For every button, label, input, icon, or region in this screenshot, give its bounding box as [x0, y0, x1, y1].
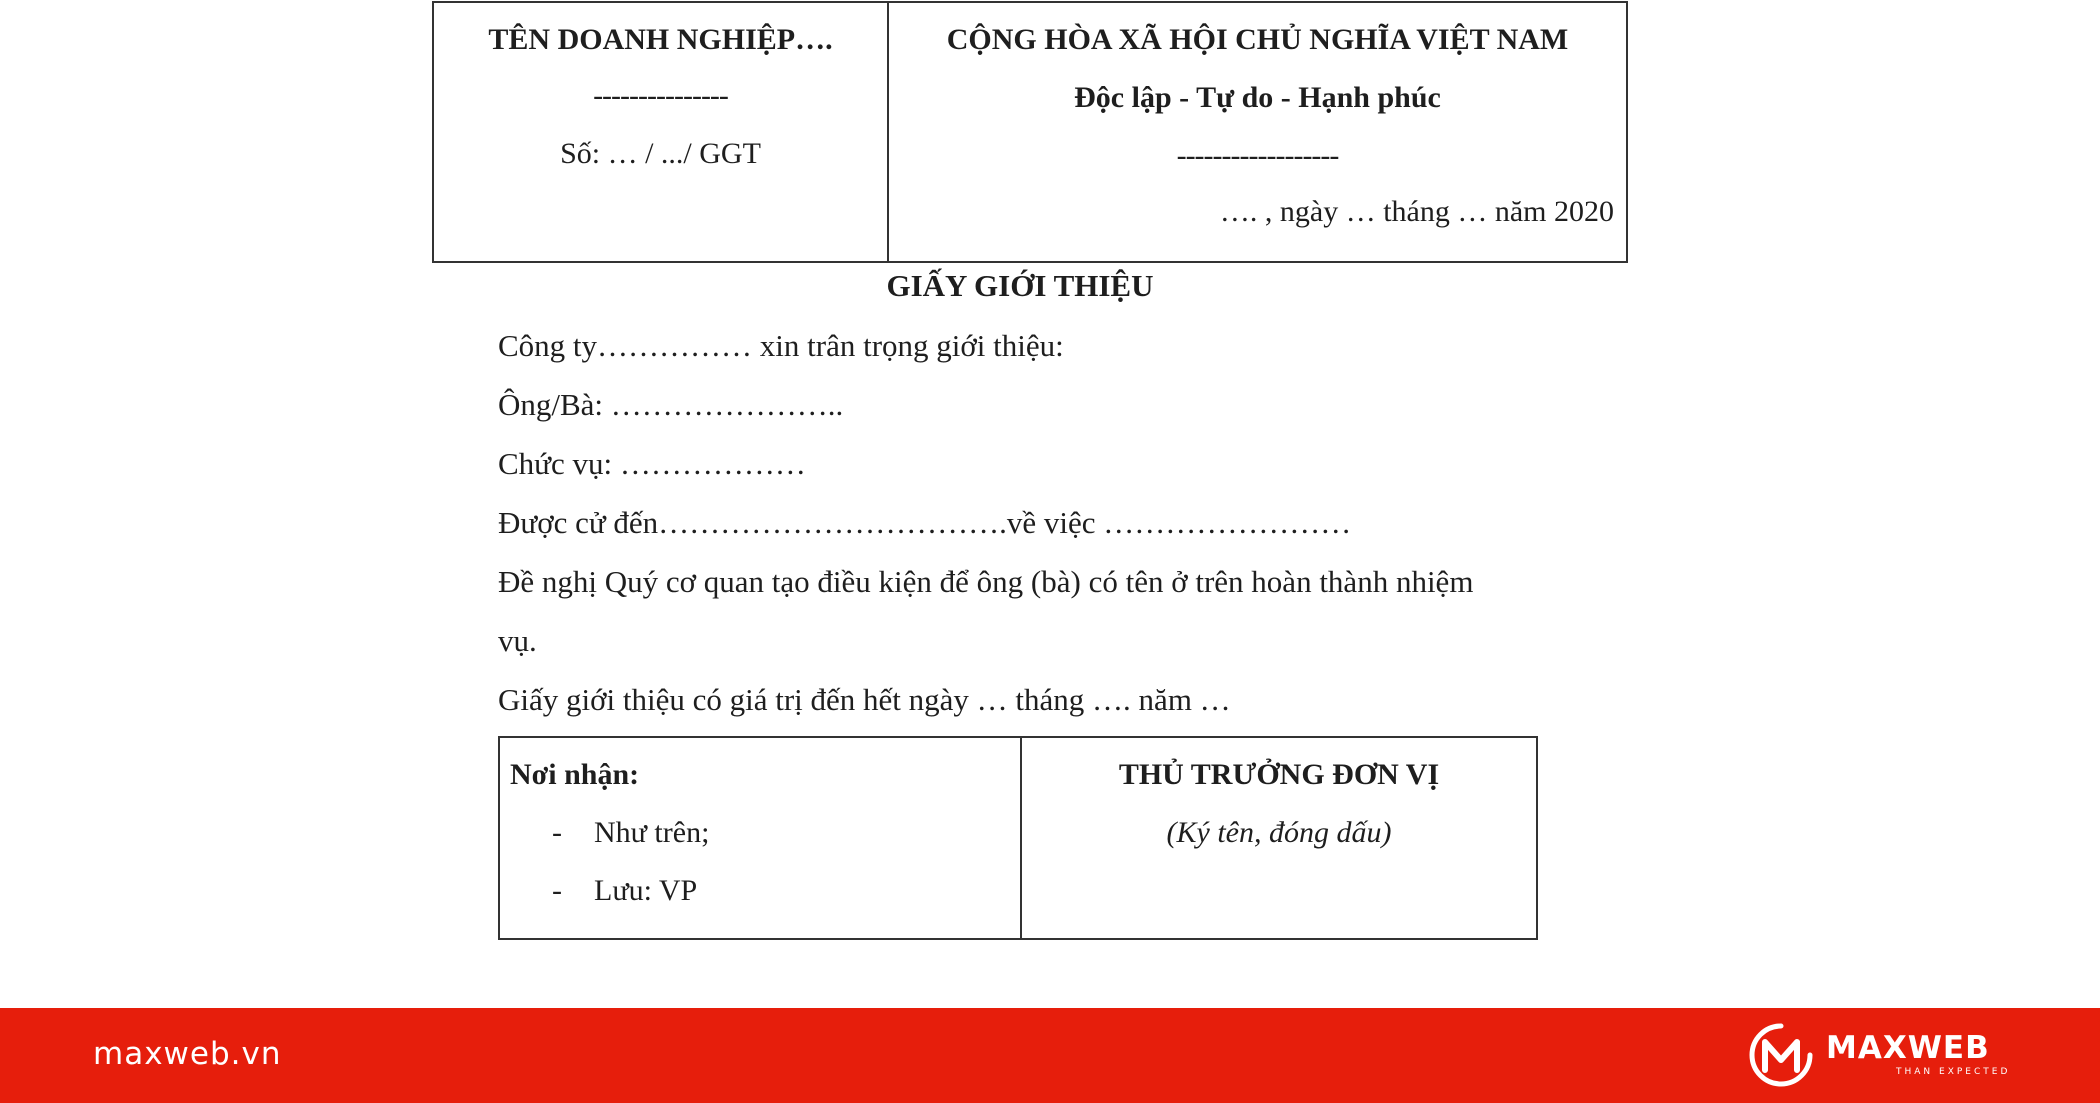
- recipient-item: Lưu: VP: [594, 874, 698, 907]
- maxweb-logo[interactable]: [1748, 1022, 2010, 1088]
- brand-banner: [0, 1008, 2100, 1103]
- body-line-validity: Giấy giới thiệu có giá trị đến hết ngày … tháng …. năm …: [498, 682, 1231, 717]
- body-line-request: Đề nghị Quý cơ quan tạo điều kiện để ông (bà) có tên ở trên hoàn thành nhiệm: [498, 564, 1474, 599]
- recipients-label: Nơi nhận:: [510, 758, 640, 791]
- footer-right-cell: [1022, 738, 1536, 938]
- company-rule: ---------------: [593, 79, 728, 112]
- body-line-position: Chức vụ: ………………: [498, 446, 806, 481]
- body-line-request-end: vụ.: [498, 623, 537, 658]
- maxweb-logo-icon: [1748, 1022, 1814, 1088]
- brand-name: MAXWEB: [1826, 1030, 1990, 1066]
- brand-tagline: THAN EXPECTED: [1896, 1067, 2011, 1077]
- body-line-assignment: Được cử đến…………………………….về việc ……………………: [498, 505, 1352, 540]
- nation-name: CỘNG HÒA XÃ HỘI CHỦ NGHĨA VIỆT NAM: [946, 23, 1569, 56]
- document-number: Số: … / .../ GGT: [560, 137, 761, 170]
- footer-left-cell: [500, 738, 1022, 938]
- unit-head-title: THỦ TRƯỞNG ĐƠN VỊ: [1118, 758, 1440, 791]
- document-title: GIẤY GIỚI THIỆU: [886, 268, 1154, 303]
- body-line-company: Công ty…………… xin trân trọng giới thiệu:: [498, 328, 1064, 363]
- list-dash: -: [552, 816, 562, 849]
- recipient-item: Như trên;: [594, 816, 710, 849]
- body-line-person: Ông/Bà: …………………..: [498, 387, 844, 422]
- company-name: TÊN DOANH NGHIỆP….: [488, 23, 833, 56]
- footer-table: [498, 736, 1538, 940]
- header-table: [432, 1, 1628, 263]
- header-left-cell: [434, 3, 889, 261]
- national-motto: Độc lập - Tự do - Hạnh phúc: [1074, 81, 1441, 114]
- date-line: …. , ngày … tháng … năm 2020: [1219, 195, 1614, 228]
- site-url[interactable]: maxweb.vn: [93, 1036, 282, 1072]
- header-right-cell: [889, 3, 1626, 261]
- signature-note: (Ký tên, đóng dấu): [1166, 816, 1392, 849]
- motto-rule: ------------------: [1176, 139, 1339, 172]
- list-dash: -: [552, 874, 562, 907]
